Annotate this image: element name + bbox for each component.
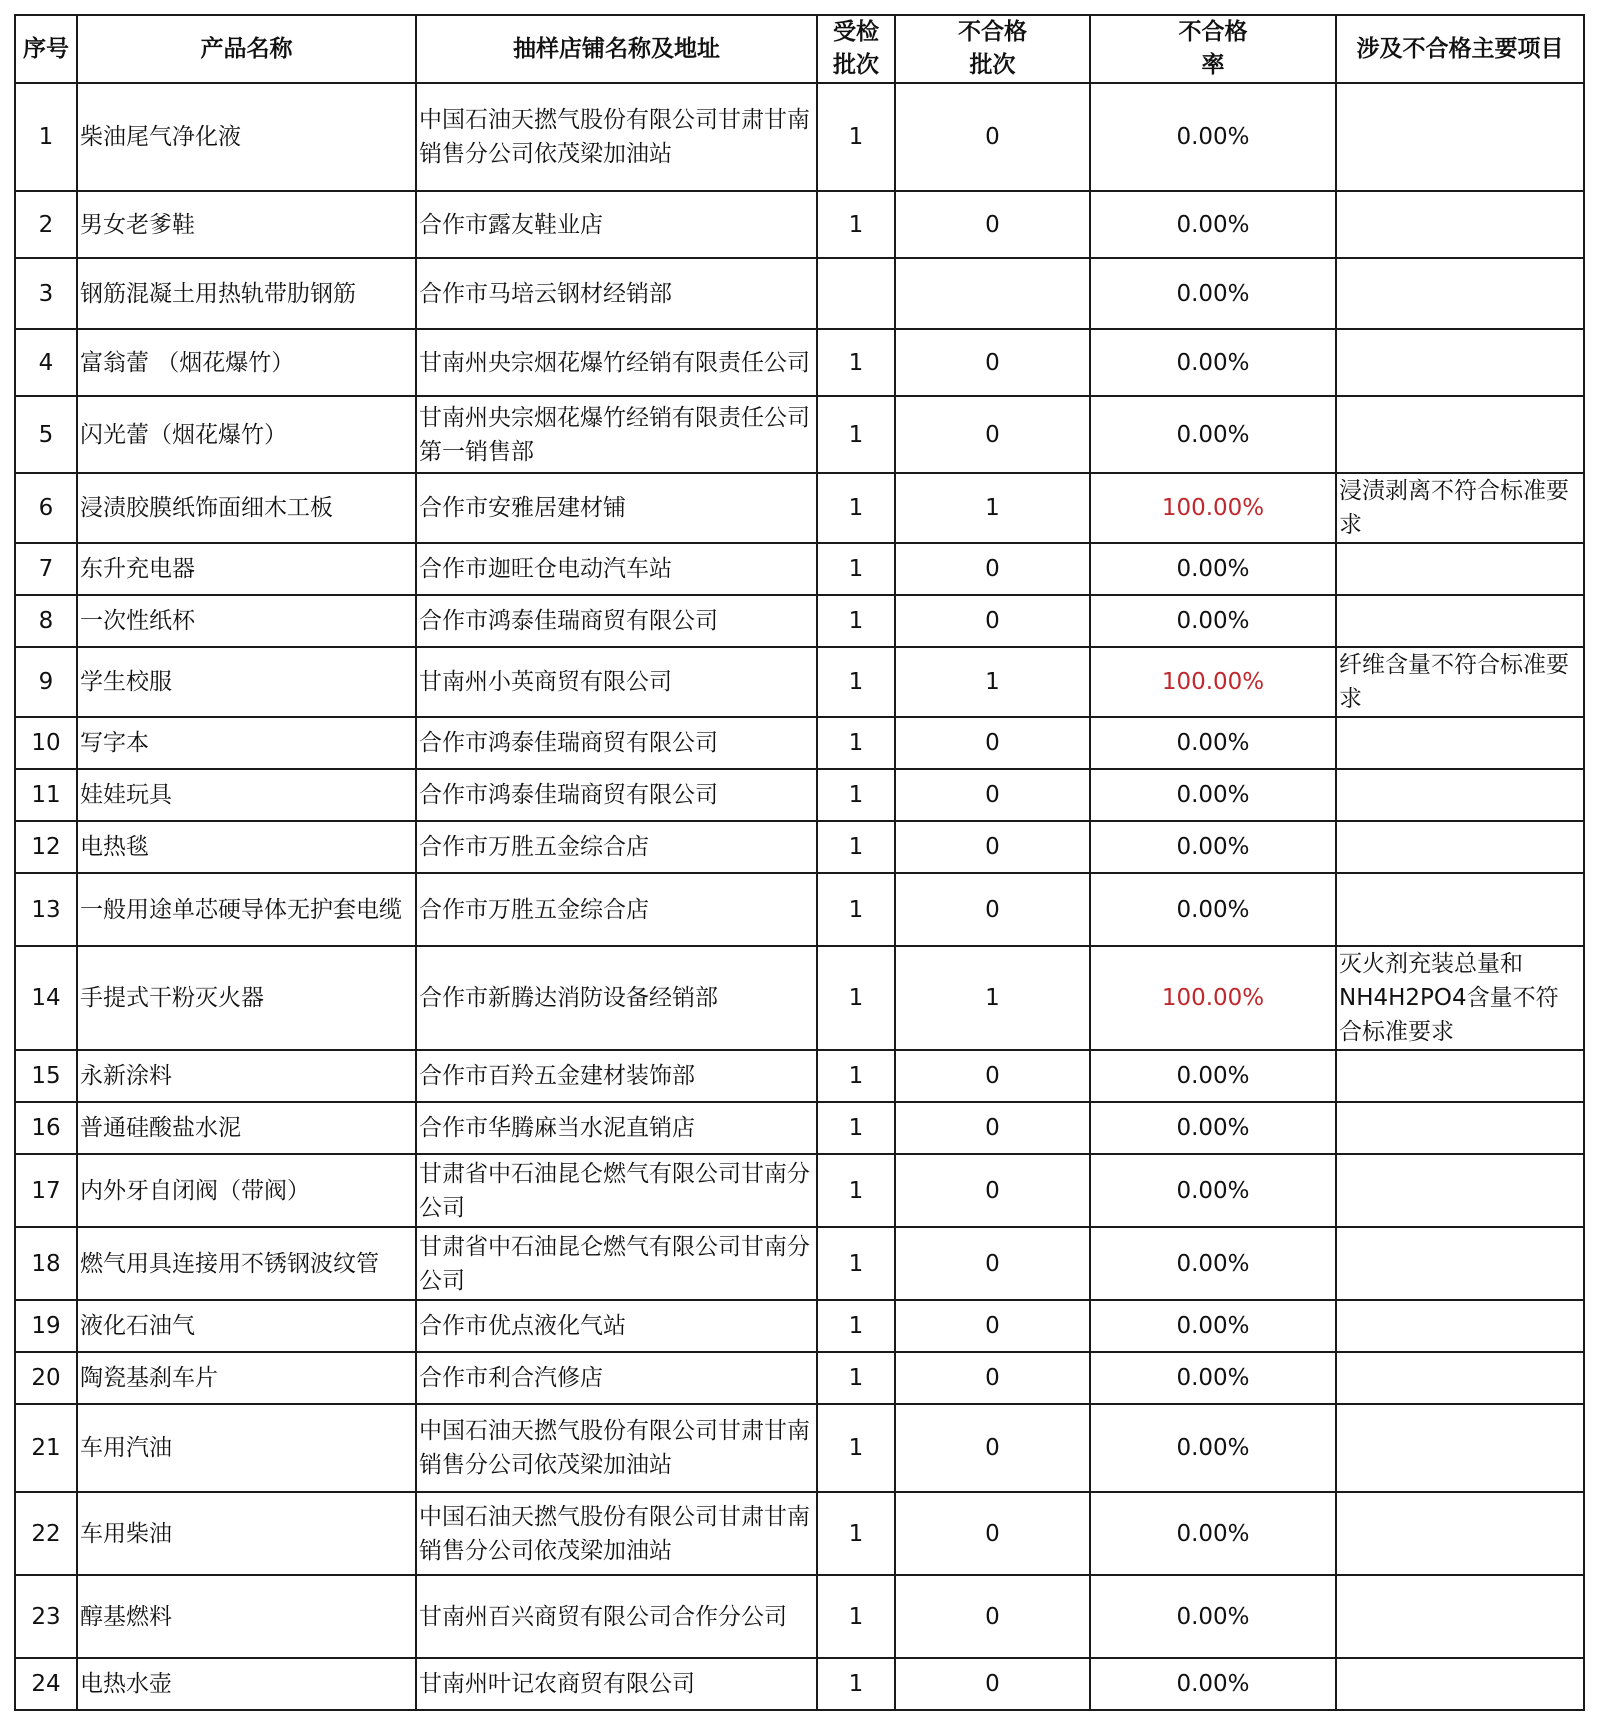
row-inspected: 1 (817, 1658, 895, 1710)
row-inspected: 1 (817, 191, 895, 258)
header-inspected-line1: 受检 (833, 19, 879, 45)
row-no: 8 (15, 595, 77, 647)
row-no: 3 (15, 258, 77, 329)
table-row (15, 1300, 1584, 1352)
table-row (15, 1227, 1584, 1300)
row-store: 中国石油天撚气股份有限公司甘肃甘南销售分公司依茂梁加油站 (416, 1404, 817, 1492)
row-inspected: 1 (817, 1575, 895, 1658)
row-store: 合作市新腾达消防设备经销部 (416, 946, 817, 1050)
header-store: 抽样店铺名称及地址 (416, 15, 817, 83)
row-issue (1336, 595, 1584, 647)
row-product: 电热水壶 (77, 1658, 416, 1710)
row-store: 合作市优点液化气站 (416, 1300, 817, 1352)
row-inspected: 1 (817, 543, 895, 595)
row-issue (1336, 1154, 1584, 1227)
row-rate: 0.00% (1090, 821, 1336, 873)
row-product: 富翁蕾 （烟花爆竹） (77, 329, 416, 396)
table-row (15, 717, 1584, 769)
row-inspected (817, 258, 895, 329)
row-no: 24 (15, 1658, 77, 1710)
row-issue: 灭火剂充装总量和NH4H2PO4含量不符合标准要求 (1336, 946, 1584, 1050)
row-product: 一次性纸杯 (77, 595, 416, 647)
table-row (15, 873, 1584, 946)
row-product: 醇基燃料 (77, 1575, 416, 1658)
table-row (15, 1492, 1584, 1575)
row-store: 合作市马培云钢材经销部 (416, 258, 817, 329)
row-product: 闪光蕾（烟花爆竹） (77, 396, 416, 473)
header-rate-line1: 不合格 (1178, 19, 1248, 45)
row-no: 19 (15, 1300, 77, 1352)
table-row (15, 1102, 1584, 1154)
row-inspected: 1 (817, 1492, 895, 1575)
table-row (15, 1352, 1584, 1404)
row-no: 9 (15, 647, 77, 717)
row-issue (1336, 821, 1584, 873)
row-no: 14 (15, 946, 77, 1050)
table-row (15, 647, 1584, 717)
row-store: 甘南州百兴商贸有限公司合作分公司 (416, 1575, 817, 1658)
row-store: 合作市百羚五金建材装饰部 (416, 1050, 817, 1102)
row-no: 22 (15, 1492, 77, 1575)
table-row (15, 258, 1584, 329)
row-inspected: 1 (817, 717, 895, 769)
row-rate: 0.00% (1090, 83, 1336, 191)
row-failed: 0 (895, 396, 1090, 473)
row-store: 合作市万胜五金综合店 (416, 873, 817, 946)
table-row (15, 83, 1584, 191)
row-inspected: 1 (817, 473, 895, 543)
row-rate: 100.00% (1090, 647, 1336, 717)
row-rate: 100.00% (1090, 946, 1336, 1050)
row-product: 电热毯 (77, 821, 416, 873)
row-no: 13 (15, 873, 77, 946)
row-rate: 0.00% (1090, 396, 1336, 473)
row-rate: 0.00% (1090, 1492, 1336, 1575)
row-product: 燃气用具连接用不锈钢波纹管 (77, 1227, 416, 1300)
header-rate (1090, 15, 1336, 83)
row-product: 一般用途单芯硬导体无护套电缆 (77, 873, 416, 946)
row-issue (1336, 769, 1584, 821)
table-row (15, 1575, 1584, 1658)
row-rate: 0.00% (1090, 717, 1336, 769)
header-rate-line2: 率 (1201, 52, 1225, 78)
row-inspected: 1 (817, 647, 895, 717)
row-no: 16 (15, 1102, 77, 1154)
row-rate: 0.00% (1090, 1154, 1336, 1227)
row-inspected: 1 (817, 83, 895, 191)
row-failed: 0 (895, 769, 1090, 821)
row-product: 车用柴油 (77, 1492, 416, 1575)
row-no: 10 (15, 717, 77, 769)
row-inspected: 1 (817, 1050, 895, 1102)
row-inspected: 1 (817, 396, 895, 473)
row-inspected: 1 (817, 1154, 895, 1227)
row-no: 5 (15, 396, 77, 473)
row-failed: 0 (895, 1404, 1090, 1492)
row-failed: 0 (895, 1300, 1090, 1352)
table-row (15, 396, 1584, 473)
row-no: 1 (15, 83, 77, 191)
row-store: 合作市鸿泰佳瑞商贸有限公司 (416, 595, 817, 647)
header-issue: 涉及不合格主要项目 (1336, 15, 1584, 83)
row-rate: 0.00% (1090, 258, 1336, 329)
row-product: 柴油尾气净化液 (77, 83, 416, 191)
row-failed: 0 (895, 1658, 1090, 1710)
table-row (15, 1404, 1584, 1492)
row-product: 男女老爹鞋 (77, 191, 416, 258)
row-no: 11 (15, 769, 77, 821)
row-failed: 0 (895, 329, 1090, 396)
row-product: 车用汽油 (77, 1404, 416, 1492)
row-product: 娃娃玩具 (77, 769, 416, 821)
row-failed: 1 (895, 946, 1090, 1050)
row-failed: 0 (895, 595, 1090, 647)
row-failed: 0 (895, 191, 1090, 258)
table-row (15, 1050, 1584, 1102)
row-issue (1336, 873, 1584, 946)
row-no: 12 (15, 821, 77, 873)
row-inspected: 1 (817, 1352, 895, 1404)
row-store: 甘肃省中石油昆仑燃气有限公司甘南分公司 (416, 1154, 817, 1227)
inspection-results-table (14, 14, 1585, 1711)
row-no: 7 (15, 543, 77, 595)
header-row (15, 15, 1584, 83)
row-store: 合作市安雅居建材铺 (416, 473, 817, 543)
row-store: 中国石油天撚气股份有限公司甘肃甘南销售分公司依茂梁加油站 (416, 1492, 817, 1575)
row-issue (1336, 329, 1584, 396)
row-no: 2 (15, 191, 77, 258)
row-rate: 0.00% (1090, 191, 1336, 258)
row-product: 写字本 (77, 717, 416, 769)
row-inspected: 1 (817, 1227, 895, 1300)
row-product: 东升充电器 (77, 543, 416, 595)
row-store: 甘南州小英商贸有限公司 (416, 647, 817, 717)
header-failed-line1: 不合格 (958, 19, 1027, 45)
row-no: 15 (15, 1050, 77, 1102)
row-issue (1336, 1492, 1584, 1575)
row-inspected: 1 (817, 1300, 895, 1352)
row-store: 甘南州央宗烟花爆竹经销有限责任公司 (416, 329, 817, 396)
row-store: 甘肃省中石油昆仑燃气有限公司甘南分公司 (416, 1227, 817, 1300)
header-failed (895, 15, 1090, 83)
row-store: 中国石油天撚气股份有限公司甘肃甘南销售分公司依茂梁加油站 (416, 83, 817, 191)
row-failed: 0 (895, 717, 1090, 769)
row-inspected: 1 (817, 1404, 895, 1492)
header-inspected-line2: 批次 (833, 52, 879, 78)
row-store: 合作市万胜五金综合店 (416, 821, 817, 873)
row-failed: 0 (895, 1575, 1090, 1658)
row-rate: 0.00% (1090, 595, 1336, 647)
header-no: 序号 (15, 15, 77, 83)
row-rate: 0.00% (1090, 1658, 1336, 1710)
row-failed: 0 (895, 821, 1090, 873)
row-rate: 100.00% (1090, 473, 1336, 543)
row-failed: 0 (895, 543, 1090, 595)
row-rate: 0.00% (1090, 1102, 1336, 1154)
row-store: 合作市鸿泰佳瑞商贸有限公司 (416, 717, 817, 769)
row-issue (1336, 1227, 1584, 1300)
row-failed: 1 (895, 647, 1090, 717)
row-rate: 0.00% (1090, 1050, 1336, 1102)
table-row (15, 769, 1584, 821)
table-row (15, 821, 1584, 873)
row-inspected: 1 (817, 329, 895, 396)
row-failed: 0 (895, 1050, 1090, 1102)
table-row (15, 191, 1584, 258)
row-issue (1336, 543, 1584, 595)
row-issue (1336, 1404, 1584, 1492)
table-row (15, 595, 1584, 647)
row-store: 合作市露友鞋业店 (416, 191, 817, 258)
row-failed: 0 (895, 1352, 1090, 1404)
row-product: 陶瓷基刹车片 (77, 1352, 416, 1404)
row-no: 21 (15, 1404, 77, 1492)
row-rate: 0.00% (1090, 543, 1336, 595)
row-no: 17 (15, 1154, 77, 1227)
row-product: 永新涂料 (77, 1050, 416, 1102)
row-store: 甘南州叶记农商贸有限公司 (416, 1658, 817, 1710)
row-no: 20 (15, 1352, 77, 1404)
row-product: 学生校服 (77, 647, 416, 717)
row-issue (1336, 83, 1584, 191)
table-row (15, 946, 1584, 1050)
header-inspected (817, 15, 895, 83)
row-inspected: 1 (817, 595, 895, 647)
row-product: 内外牙自闭阀（带阀） (77, 1154, 416, 1227)
row-rate: 0.00% (1090, 873, 1336, 946)
header-failed-line2: 批次 (969, 52, 1016, 78)
row-no: 4 (15, 329, 77, 396)
row-product: 普通硅酸盐水泥 (77, 1102, 416, 1154)
row-product: 液化石油气 (77, 1300, 416, 1352)
row-failed: 1 (895, 473, 1090, 543)
row-issue (1336, 1575, 1584, 1658)
row-issue (1336, 1050, 1584, 1102)
row-store: 合作市华腾麻当水泥直销店 (416, 1102, 817, 1154)
row-issue (1336, 191, 1584, 258)
row-product: 钢筋混凝土用热轨带肋钢筋 (77, 258, 416, 329)
row-failed: 0 (895, 873, 1090, 946)
row-inspected: 1 (817, 769, 895, 821)
row-failed: 0 (895, 1102, 1090, 1154)
row-issue (1336, 1300, 1584, 1352)
row-failed: 0 (895, 83, 1090, 191)
row-inspected: 1 (817, 873, 895, 946)
row-issue (1336, 258, 1584, 329)
row-issue (1336, 1658, 1584, 1710)
row-rate: 0.00% (1090, 1404, 1336, 1492)
row-inspected: 1 (817, 1102, 895, 1154)
row-rate: 0.00% (1090, 769, 1336, 821)
row-issue: 浸渍剥离不符合标准要求 (1336, 473, 1584, 543)
row-store: 合作市利合汽修店 (416, 1352, 817, 1404)
table-row (15, 1154, 1584, 1227)
row-failed: 0 (895, 1492, 1090, 1575)
table-row (15, 1658, 1584, 1710)
row-failed (895, 258, 1090, 329)
row-rate: 0.00% (1090, 1227, 1336, 1300)
row-inspected: 1 (817, 821, 895, 873)
row-inspected: 1 (817, 946, 895, 1050)
row-store: 合作市迦旺仓电动汽车站 (416, 543, 817, 595)
table-row (15, 473, 1584, 543)
row-rate: 0.00% (1090, 1300, 1336, 1352)
row-no: 18 (15, 1227, 77, 1300)
table-row (15, 543, 1584, 595)
row-issue: 纤维含量不符合标准要求 (1336, 647, 1584, 717)
row-rate: 0.00% (1090, 329, 1336, 396)
row-rate: 0.00% (1090, 1352, 1336, 1404)
row-issue (1336, 1102, 1584, 1154)
row-store: 甘南州央宗烟花爆竹经销有限责任公司第一销售部 (416, 396, 817, 473)
row-issue (1336, 717, 1584, 769)
header-product: 产品名称 (77, 15, 416, 83)
row-no: 6 (15, 473, 77, 543)
table-body (15, 83, 1584, 1710)
row-product: 手提式干粉灭火器 (77, 946, 416, 1050)
row-failed: 0 (895, 1154, 1090, 1227)
row-issue (1336, 396, 1584, 473)
row-no: 23 (15, 1575, 77, 1658)
row-failed: 0 (895, 1227, 1090, 1300)
table-row (15, 329, 1584, 396)
row-product: 浸渍胶膜纸饰面细木工板 (77, 473, 416, 543)
row-store: 合作市鸿泰佳瑞商贸有限公司 (416, 769, 817, 821)
row-issue (1336, 1352, 1584, 1404)
row-rate: 0.00% (1090, 1575, 1336, 1658)
